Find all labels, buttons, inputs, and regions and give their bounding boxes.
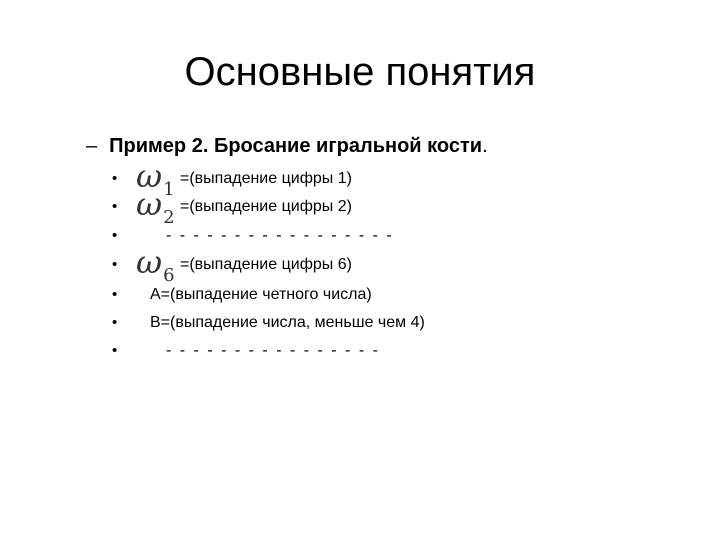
event-a-text: А=(выпадение четного числа) bbox=[150, 286, 372, 303]
bullet: • bbox=[112, 227, 118, 244]
omega-symbol: $\omega_6$ bbox=[136, 243, 175, 286]
bullet: • bbox=[112, 170, 118, 187]
omega-symbol: $\omega_1$ bbox=[136, 157, 175, 200]
bullet: • bbox=[112, 342, 118, 359]
slide-title: Основные понятия bbox=[184, 50, 536, 94]
event-b-text: В=(выпадение числа, меньше чем 4) bbox=[150, 314, 425, 331]
bullet: • bbox=[112, 198, 118, 215]
bullet: • bbox=[112, 314, 118, 331]
heading-dash: – bbox=[86, 135, 98, 157]
example-heading bbox=[86, 132, 488, 160]
omega-symbol: $\omega_2$ bbox=[136, 185, 175, 228]
ellipsis-dashes: - - - - - - - - - - - - - - - - - bbox=[166, 227, 394, 244]
bullet: • bbox=[112, 286, 118, 303]
ellipsis-dashes: - - - - - - - - - - - - - - - - bbox=[166, 342, 380, 359]
heading-period: . bbox=[482, 135, 488, 157]
outcome-text: =(выпадение цифры 6) bbox=[180, 256, 352, 273]
outcome-text: =(выпадение цифры 1) bbox=[180, 170, 352, 187]
heading-text: Пример 2. Бросание игральной кости bbox=[109, 135, 483, 157]
bullet: • bbox=[112, 256, 118, 273]
outcome-text: =(выпадение цифры 2) bbox=[180, 198, 352, 215]
